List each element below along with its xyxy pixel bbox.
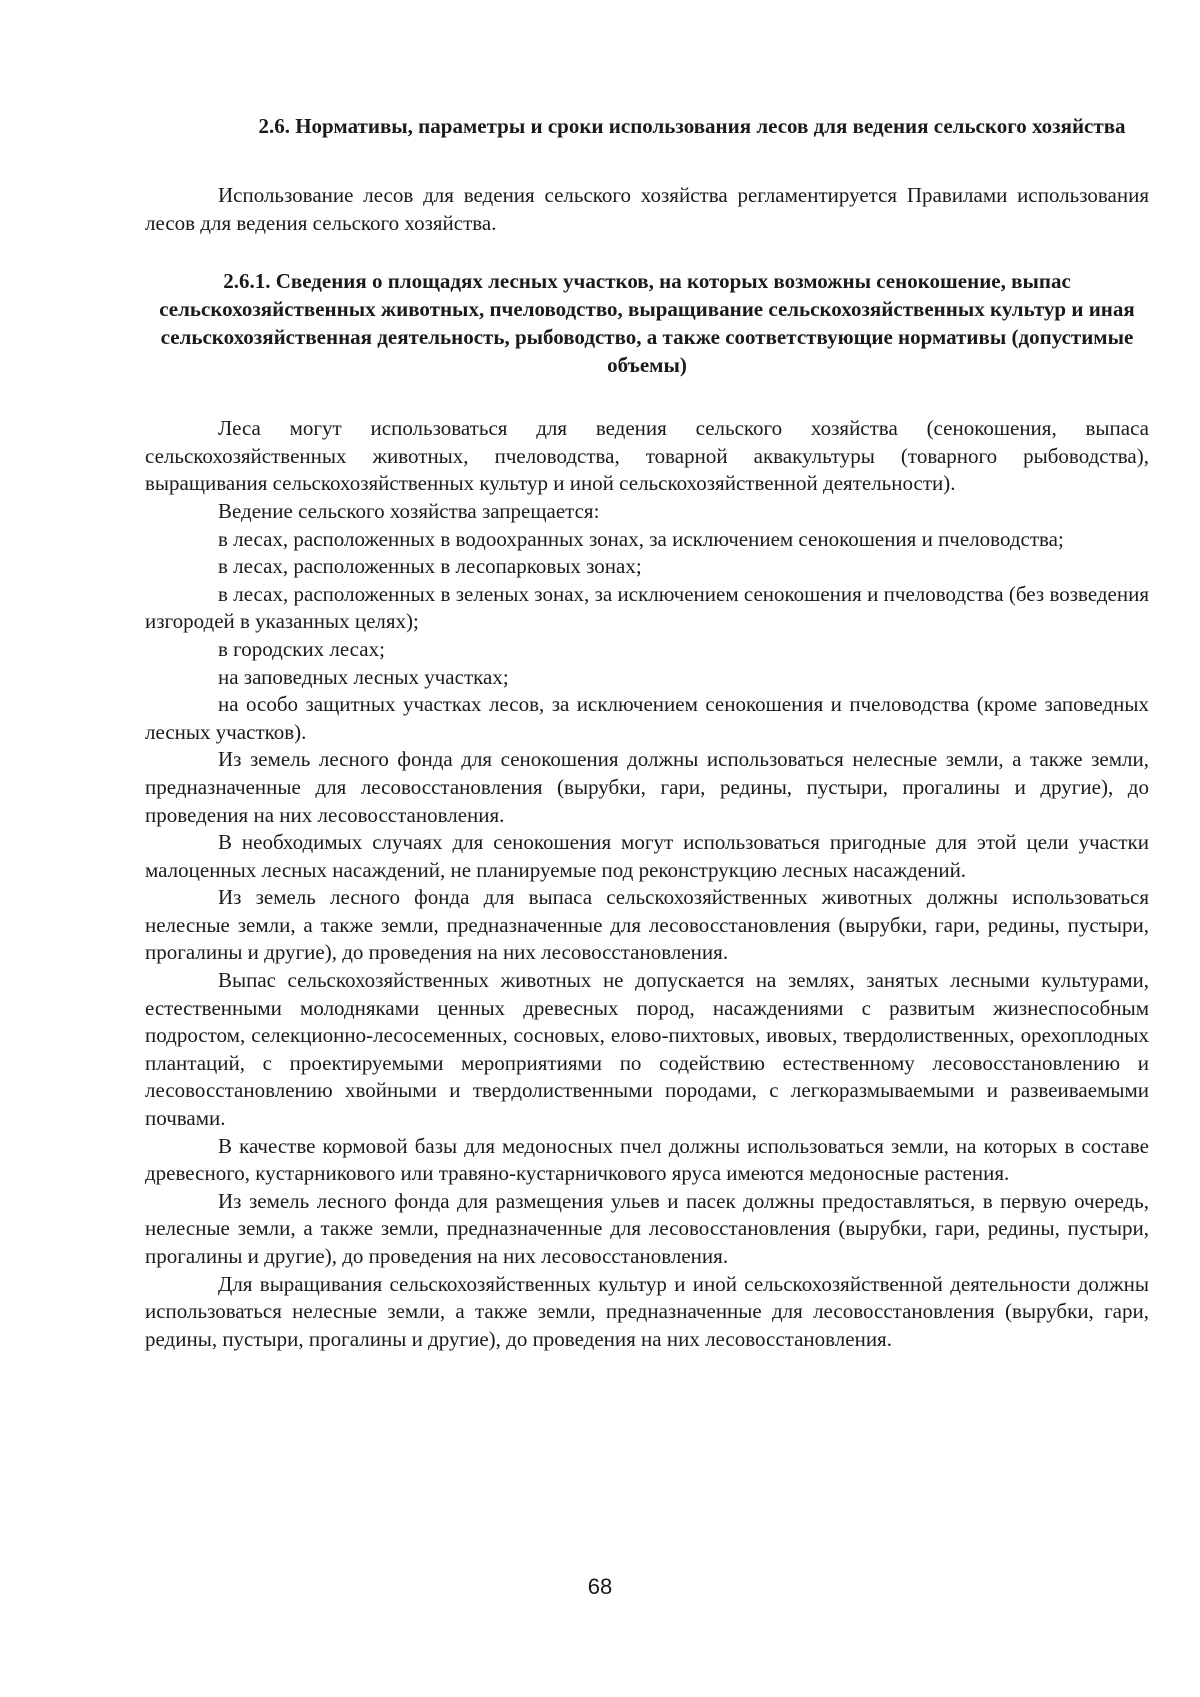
subsection-heading: 2.6.1. Сведения о площадях лесных участков, на которых возможны сенокошение, выпас сельскохозяйственных животных, пчеловодство, выращивание сельскохозяйственных культур и иная сельскохозяйственная деятельность, рыбоводство, а также соответствующие нормативы (допустимые объемы) [159, 269, 1135, 378]
list-item: в лесах, расположенных в лесопарковых зонах; [218, 554, 642, 579]
section-heading: 2.6. Нормативы, параметры и сроки использования лесов для ведения сельского хозяйства [258, 114, 1126, 138]
paragraph: Выпас сельскохозяйственных животных не допускается на землях, занятых лесными культурами, естественными молодняками ценных древесных пород, насаждениями с развитым жизнеспособным подростом, селекционно-лесосеменных, сосновых, елово-пихтовых, ивовых, твердолиственных, орехоплодных плантаций, с проектируемыми мероприятиями по содействию естественному лесовосстановлению и лесовосстановлению хвойными и твердолиственными породами, с легкоразмываемыми и развеиваемыми почвами. [145, 968, 1149, 1131]
section-intro-paragraph: Использование лесов для ведения сельского хозяйства регламентируется Правилами использования лесов для ведения сельского хозяйства. [145, 183, 1149, 235]
paragraph: Леса могут использоваться для ведения сельского хозяйства (сенокошения, выпаса сельскохозяйственных животных, пчеловодства, товарной аквакультуры (товарного рыбоводства), выращивания сельскохозяйственных культур и иной сельскохозяйственной деятельности). [145, 416, 1149, 496]
list-item: в лесах, расположенных в зеленых зонах, за исключением сенокошения и пчеловодства (без возведения изгородей в указанных целях); [145, 581, 1149, 634]
document-page [145, 112, 1149, 1353]
subsection-body [145, 415, 1149, 1353]
paragraph: В качестве кормовой базы для медоносных пчел должны использоваться земли, на которых в составе древесного, кустарникового или травяно-кустарничкового яруса имеются медоносные растения. [145, 1133, 1149, 1186]
list-item: на особо защитных участках лесов, за исключением сенокошения и пчеловодства (кроме заповедных лесных участков). [145, 692, 1149, 744]
paragraph: В необходимых случаях для сенокошения могут использоваться пригодные для этой цели участки малоценных лесных насаждений, не планируемые под реконструкцию лесных насаждений. [145, 830, 1149, 882]
list-item: в городских лесах; [218, 636, 385, 661]
paragraph: Из земель лесного фонда для сенокошения должны использоваться нелесные земли, а также земли, предназначенные для лесовосстановления (вырубки, гари, редины, пустыри, прогалины и другие), до проведения на них лесовосстановления. [145, 747, 1149, 827]
paragraph: Ведение сельского хозяйства запрещается: [218, 498, 600, 523]
list-item: на заповедных лесных участках; [218, 664, 509, 689]
paragraph: Из земель лесного фонда для размещения ульев и пасек должны предоставляться, в первую очередь, нелесные земли, а также земли, предназначенные для лесовосстановления (вырубки, гари, редины, пустыри, прогалины и другие), до проведения на них лесовосстановления. [145, 1188, 1149, 1268]
page-number: 68 [587, 1574, 613, 1599]
paragraph: Из земель лесного фонда для выпаса сельскохозяйственных животных должны использоваться нелесные земли, а также земли, предназначенные для лесовосстановления (вырубки, гари, редины, пустыри, прогалины и другие), до проведения на них лесовосстановления. [145, 885, 1149, 965]
paragraph: Для выращивания сельскохозяйственных культур и иной сельскохозяйственной деятельности должны использоваться нелесные земли, а также земли, предназначенные для лесовосстановления (вырубки, гари, редины, пустыри, прогалины и другие), до проведения на них лесовосстановления. [145, 1271, 1149, 1351]
list-item: в лесах, расположенных в водоохранных зонах, за исключением сенокошения и пчеловодства; [218, 526, 1064, 551]
